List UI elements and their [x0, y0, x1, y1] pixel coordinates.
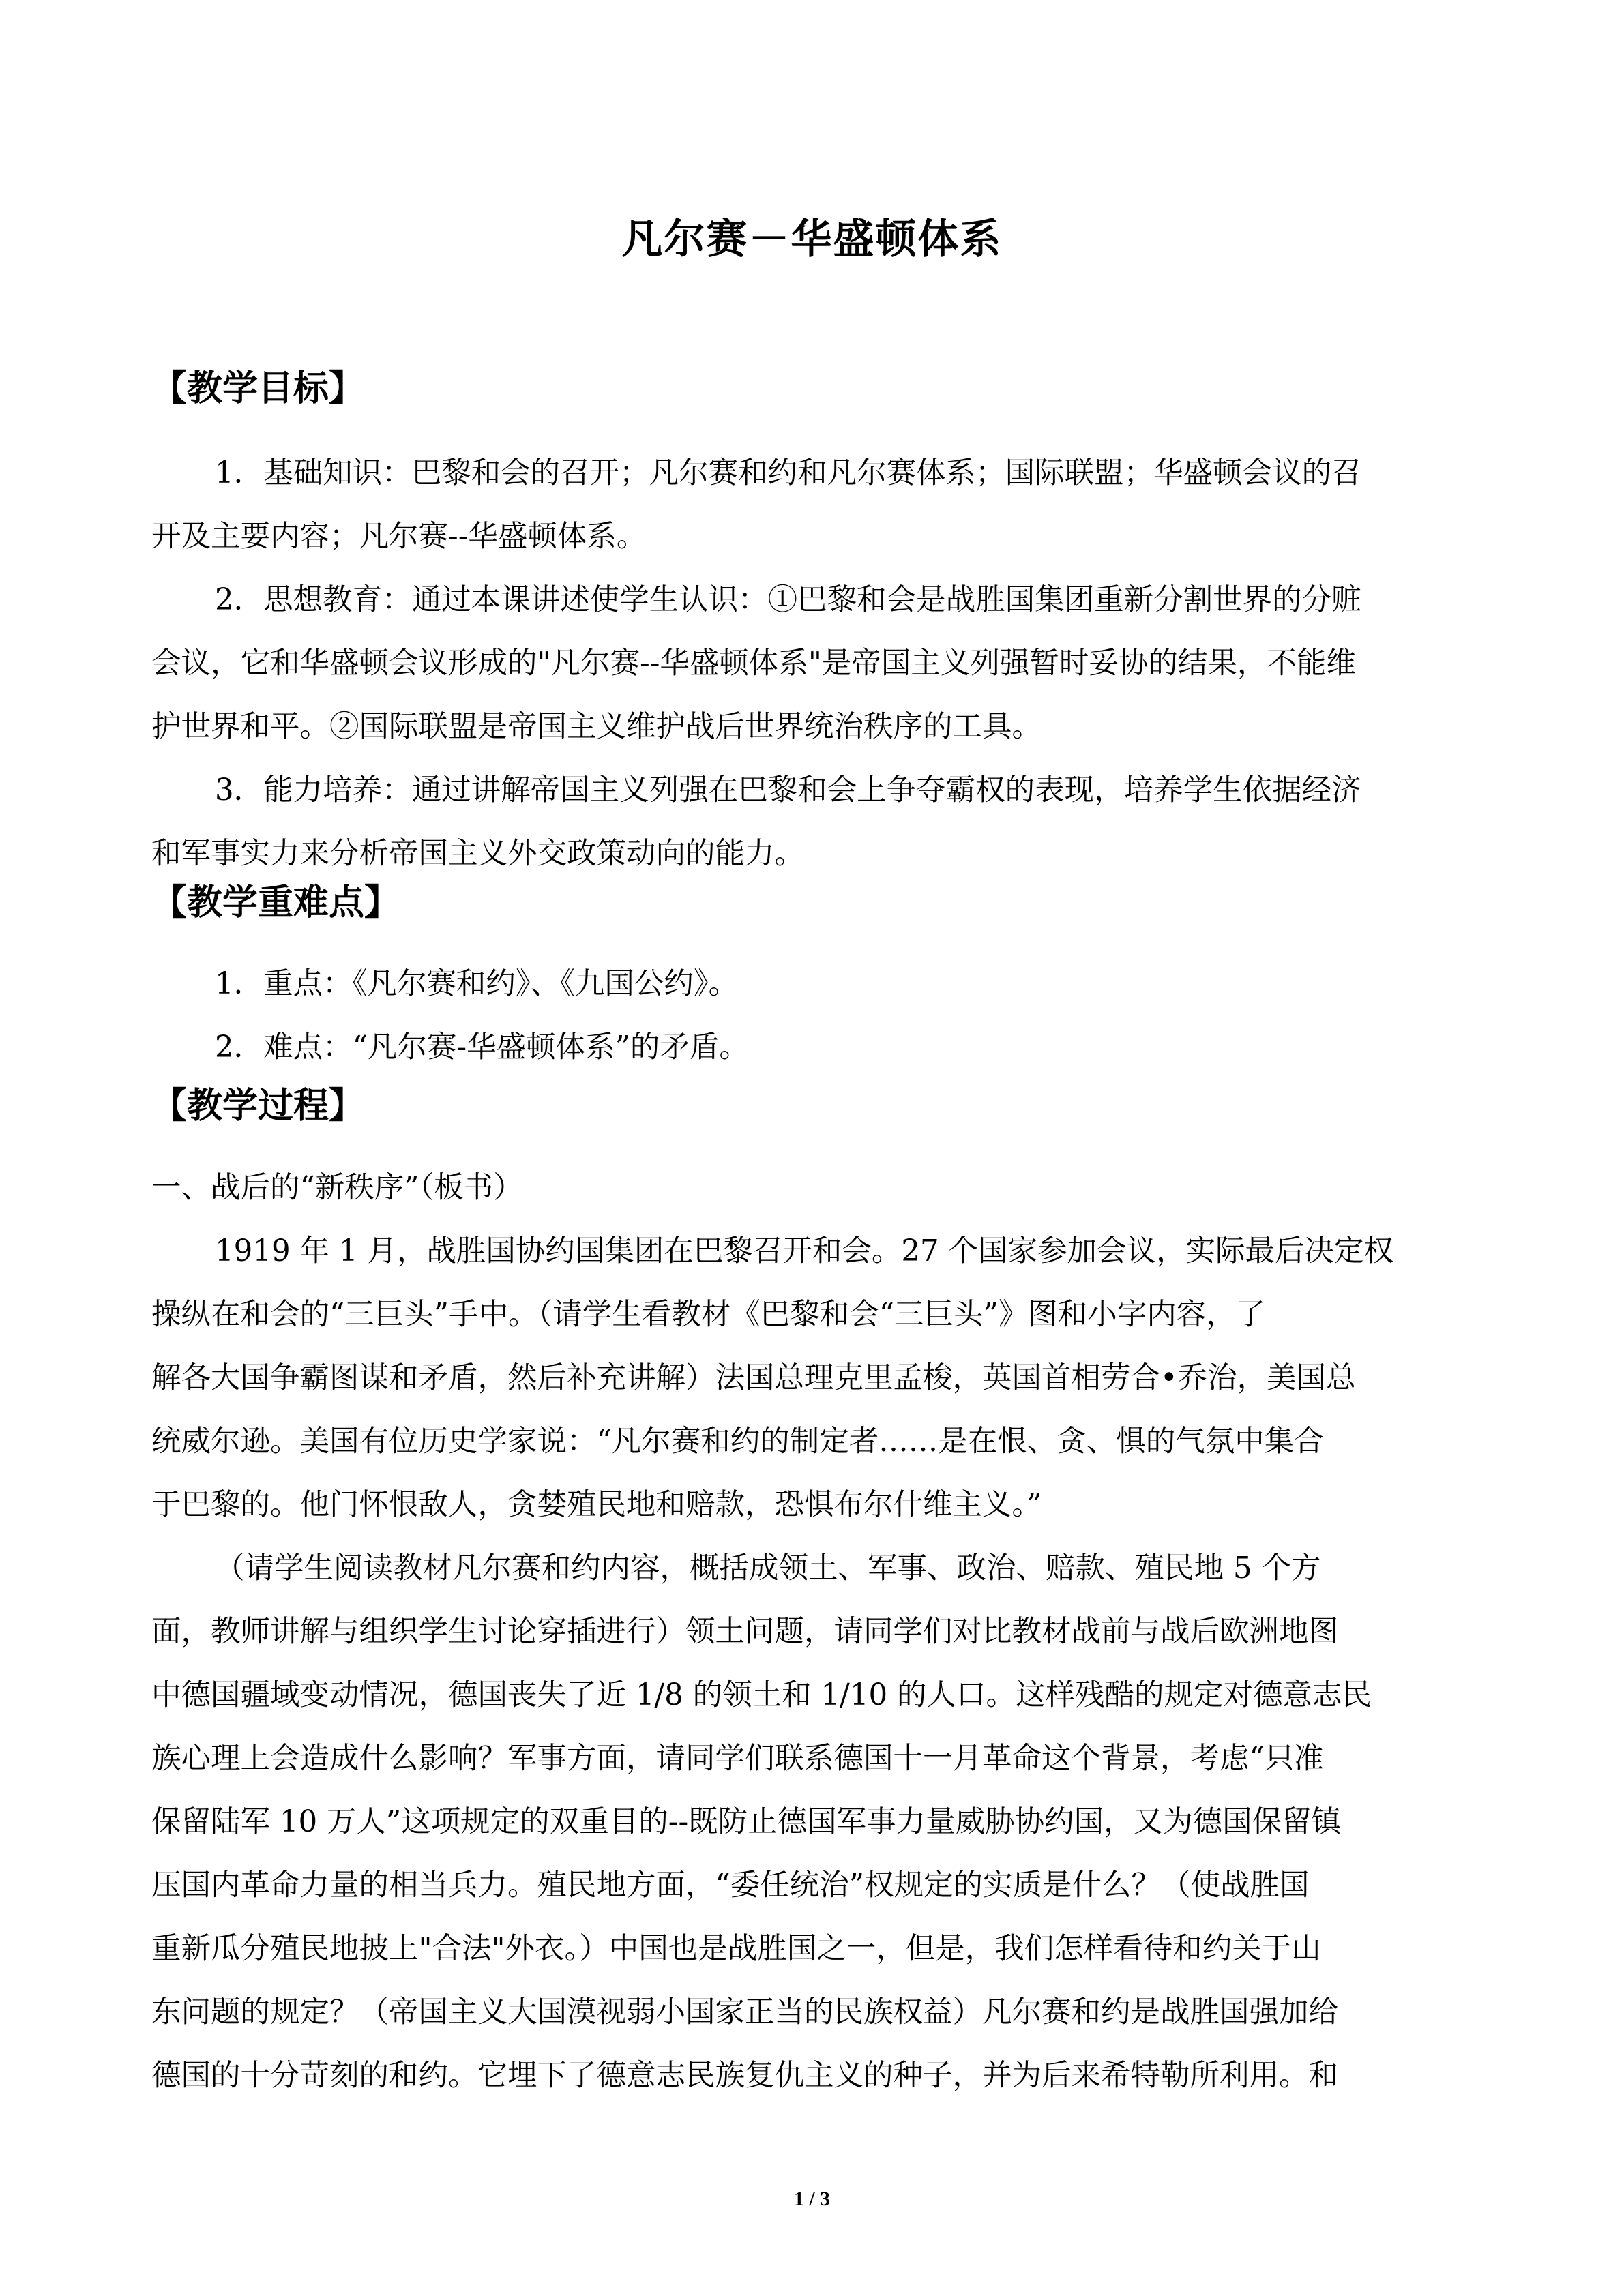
goals-line-4: 会议，它和华盛顿会议形成的"凡尔赛--华盛顿体系"是帝国主义列强暂时妥协的结果，不能维	[151, 646, 1356, 681]
goals-line-3: 2．思想教育：通过本课讲述使学生认识：①巴黎和会是战胜国集团重新分割世界的分赃	[215, 583, 1361, 617]
p1-line-5: 于巴黎的。他门怀恨敌人，贪婪殖民地和赔款，恐惧布尔什维主义。”	[151, 1488, 1042, 1522]
page-number: 1 / 3	[793, 2188, 831, 2210]
heading-key-points: 【教学重难点】	[151, 882, 400, 923]
p2-line-8: 东问题的规定？（帝国主义大国漠视弱小国家正当的民族权益）凡尔赛和约是战胜国强加给	[151, 1995, 1338, 2029]
process-paragraph-2	[151, 1537, 1475, 2108]
p2-line-1: （请学生阅读教材凡尔赛和约内容，概括成领土、军事、政治、赔款、殖民地 5 个方	[215, 1551, 1321, 1585]
heading-teaching-process: 【教学过程】	[151, 1086, 365, 1127]
p2-line-3: 中德国疆域变动情况，德国丧失了近 1/8 的领土和 1/10 的人口。这样残酷的规定对德意志民	[151, 1678, 1372, 1712]
goals-line-1: 1．基础知识：巴黎和会的召开；凡尔赛和约和凡尔赛体系；国际联盟；华盛顿会议的召	[215, 456, 1361, 490]
p2-line-4: 族心理上会造成什么影响？军事方面，请同学们联系德国十一月革命这个背景，考虑“只准	[151, 1742, 1324, 1776]
p1-line-3: 解各大国争霸图谋和矛盾，然后补充讲解）法国总理克里孟梭，英国首相劳合•乔治，美国总	[151, 1361, 1356, 1395]
heading-teaching-goals: 【教学目标】	[151, 368, 365, 409]
key-point-line-2: 2．难点：“凡尔赛-华盛顿体系”的矛盾。	[215, 1030, 749, 1064]
process-paragraph-1	[151, 1220, 1475, 1537]
p2-line-2: 面，教师讲解与组织学生讨论穿插进行）领土问题，请同学们对比教材战前与战后欧洲地图	[151, 1615, 1338, 1649]
p1-line-4: 统威尔逊。美国有位历史学家说：“凡尔赛和约的制定者……是在恨、贪、惧的气氛中集合	[151, 1425, 1324, 1459]
goals-paragraph	[151, 442, 1475, 886]
key-point-line-1: 1．重点：《凡尔赛和约》、《九国公约》。	[215, 967, 739, 1001]
goals-line-6: 3．能力培养：通过讲解帝国主义列强在巴黎和会上争夺霸权的表现，培养学生依据经济	[215, 773, 1361, 807]
p2-line-9: 德国的十分苛刻的和约。它埋下了德意志民族复仇主义的种子，并为后来希特勒所利用。和	[151, 2059, 1338, 2093]
p1-line-1: 1919 年 1 月，战胜国协约国集团在巴黎召开和会。27 个国家参加会议，实际最后决定权	[215, 1234, 1394, 1268]
process-subheading	[151, 1157, 1475, 1220]
p2-line-6: 压国内革命力量的相当兵力。殖民地方面，“委任统治”权规定的实质是什么？（使战胜国	[151, 1868, 1310, 1903]
document-title: 凡尔赛－华盛顿体系	[621, 215, 1003, 263]
p2-line-5: 保留陆军 10 万人”这项规定的双重目的--既防止德国军事力量威胁协约国，又为德国保留镇	[151, 1805, 1342, 1839]
goals-line-2: 开及主要内容；凡尔赛--华盛顿体系。	[151, 520, 647, 554]
p2-line-7: 重新瓜分殖民地披上"合法"外衣。）中国也是战胜国之一，但是，我们怎样看待和约关于山	[151, 1932, 1321, 1966]
process-subheading-text: 一、战后的“新秩序”（板书）	[151, 1171, 523, 1205]
goals-line-7: 和军事实力来分析帝国主义外交政策动向的能力。	[151, 837, 804, 871]
p1-line-2: 操纵在和会的“三巨头”手中。（请学生看教材《巴黎和会“三巨头”》图和小字内容，了	[151, 1298, 1266, 1332]
key-points-paragraph	[151, 953, 1475, 1079]
goals-line-5: 护世界和平。②国际联盟是帝国主义维护战后世界统治秩序的工具。	[151, 710, 1042, 744]
